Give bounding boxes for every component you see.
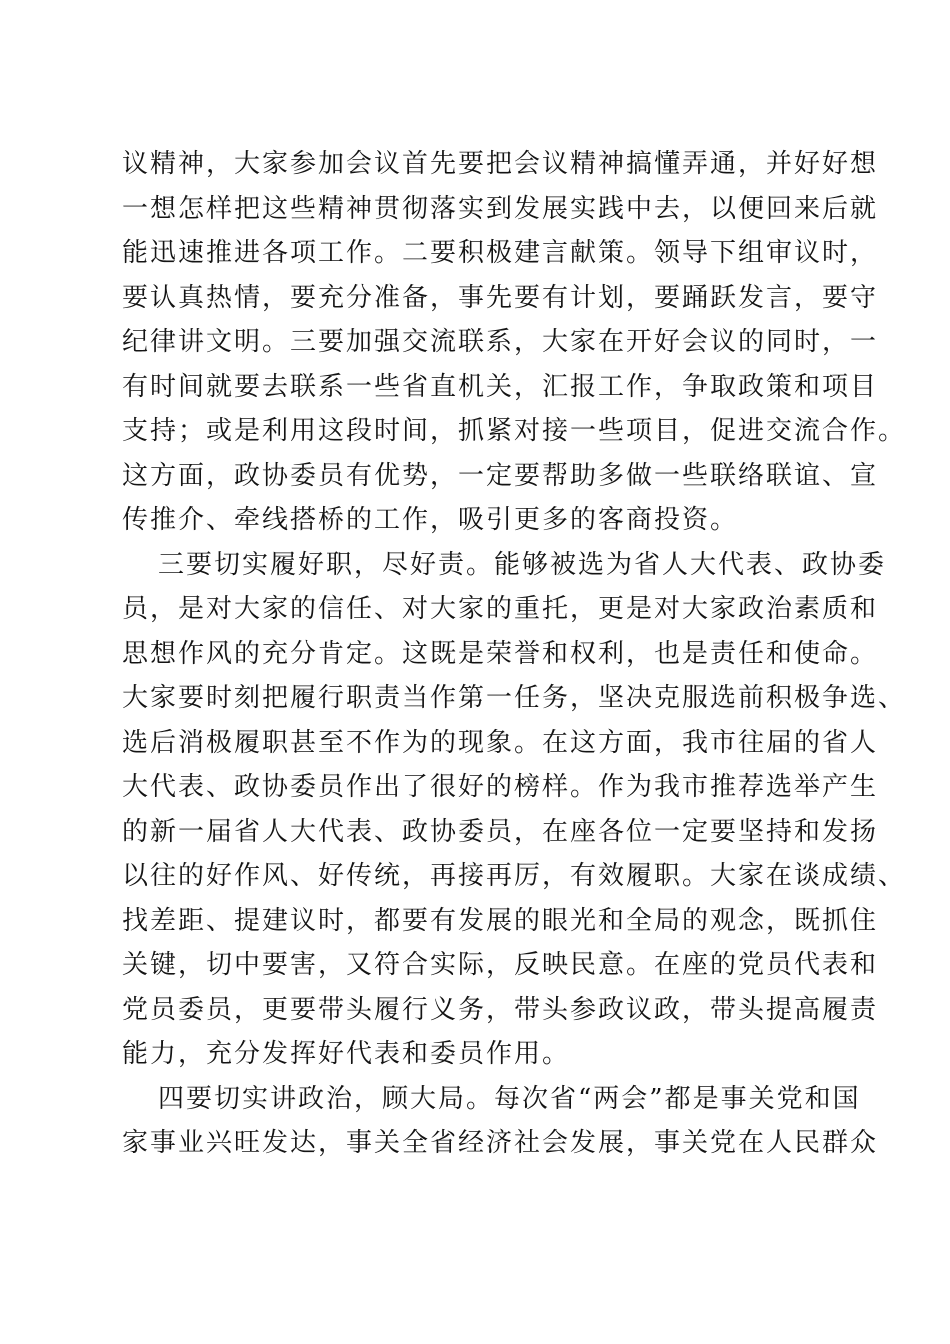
text-line: 支持；或是利用这段时间，抓紧对接一些项目，促进交流合作。 xyxy=(122,416,907,446)
text-line: 选后消极履职甚至不作为的现象。在这方面，我市往届的省人 xyxy=(122,727,879,758)
text-line: 纪律讲文明。三要加强交流联系，大家在开好会议的同时，一 xyxy=(122,327,879,357)
text-line: 这方面，政协委员有优势，一定要帮助多做一些联络联谊、宣 xyxy=(122,460,879,491)
text-line: 一想怎样把这些精神贯彻落实到发展实践中去，以便回来后就 xyxy=(122,193,879,224)
text-line: 能力，充分发挥好代表和委员作用。 xyxy=(122,1039,571,1069)
text-line: 关键，切中要害，又符合实际，反映民意。在座的党员代表和 xyxy=(122,950,879,980)
text-line: 的新一届省人大代表、政协委员，在座各位一定要坚持和发扬 xyxy=(122,816,879,847)
text-line: 以往的好作风、好传统，再接再厉，有效履职。大家在谈成绩、 xyxy=(122,861,907,891)
text-line: 传推介、牵线搭桥的工作，吸引更多的客商投资。 xyxy=(122,505,739,535)
text-line: 要认真热情，要充分准备，事先要有计划，要踊跃发言，要守 xyxy=(122,282,879,313)
text-line: 党员委员，更要带头履行义务，带头参政议政，带头提高履责 xyxy=(122,994,879,1025)
text-line: 思想作风的充分肯定。这既是荣誉和权利，也是责任和使命。 xyxy=(122,638,879,669)
text-line: 员，是对大家的信任、对大家的重托，更是对大家政治素质和 xyxy=(122,594,879,624)
text-line: 有时间就要去联系一些省直机关，汇报工作，争取政策和项目 xyxy=(122,371,879,402)
text-line: 能迅速推进各项工作。二要积极建言献策。领导下组审议时， xyxy=(122,238,879,268)
text-line: 大代表、政协委员作出了很好的榜样。作为我市推荐选举产生 xyxy=(122,772,879,802)
text-line: 大家要时刻把履行职责当作第一任务，坚决克服选前积极争选、 xyxy=(122,683,907,713)
body-text xyxy=(122,142,907,1166)
text-line: 家事业兴旺发达，事关全省经济社会发展，事关党在人民群众 xyxy=(122,1128,879,1158)
paragraph-start-line: 四要切实讲政治，顾大局。每次省“两会”都是事关党和国 xyxy=(158,1083,861,1114)
text-line: 找差距、提建议时，都要有发展的眼光和全局的观念，既抓住 xyxy=(122,905,879,936)
paragraph-start-line: 三要切实履好职，尽好责。能够被选为省人大代表、政协委 xyxy=(158,549,887,580)
text-line: 议精神，大家参加会议首先要把会议精神搞懂弄通，并好好想 xyxy=(122,149,879,179)
